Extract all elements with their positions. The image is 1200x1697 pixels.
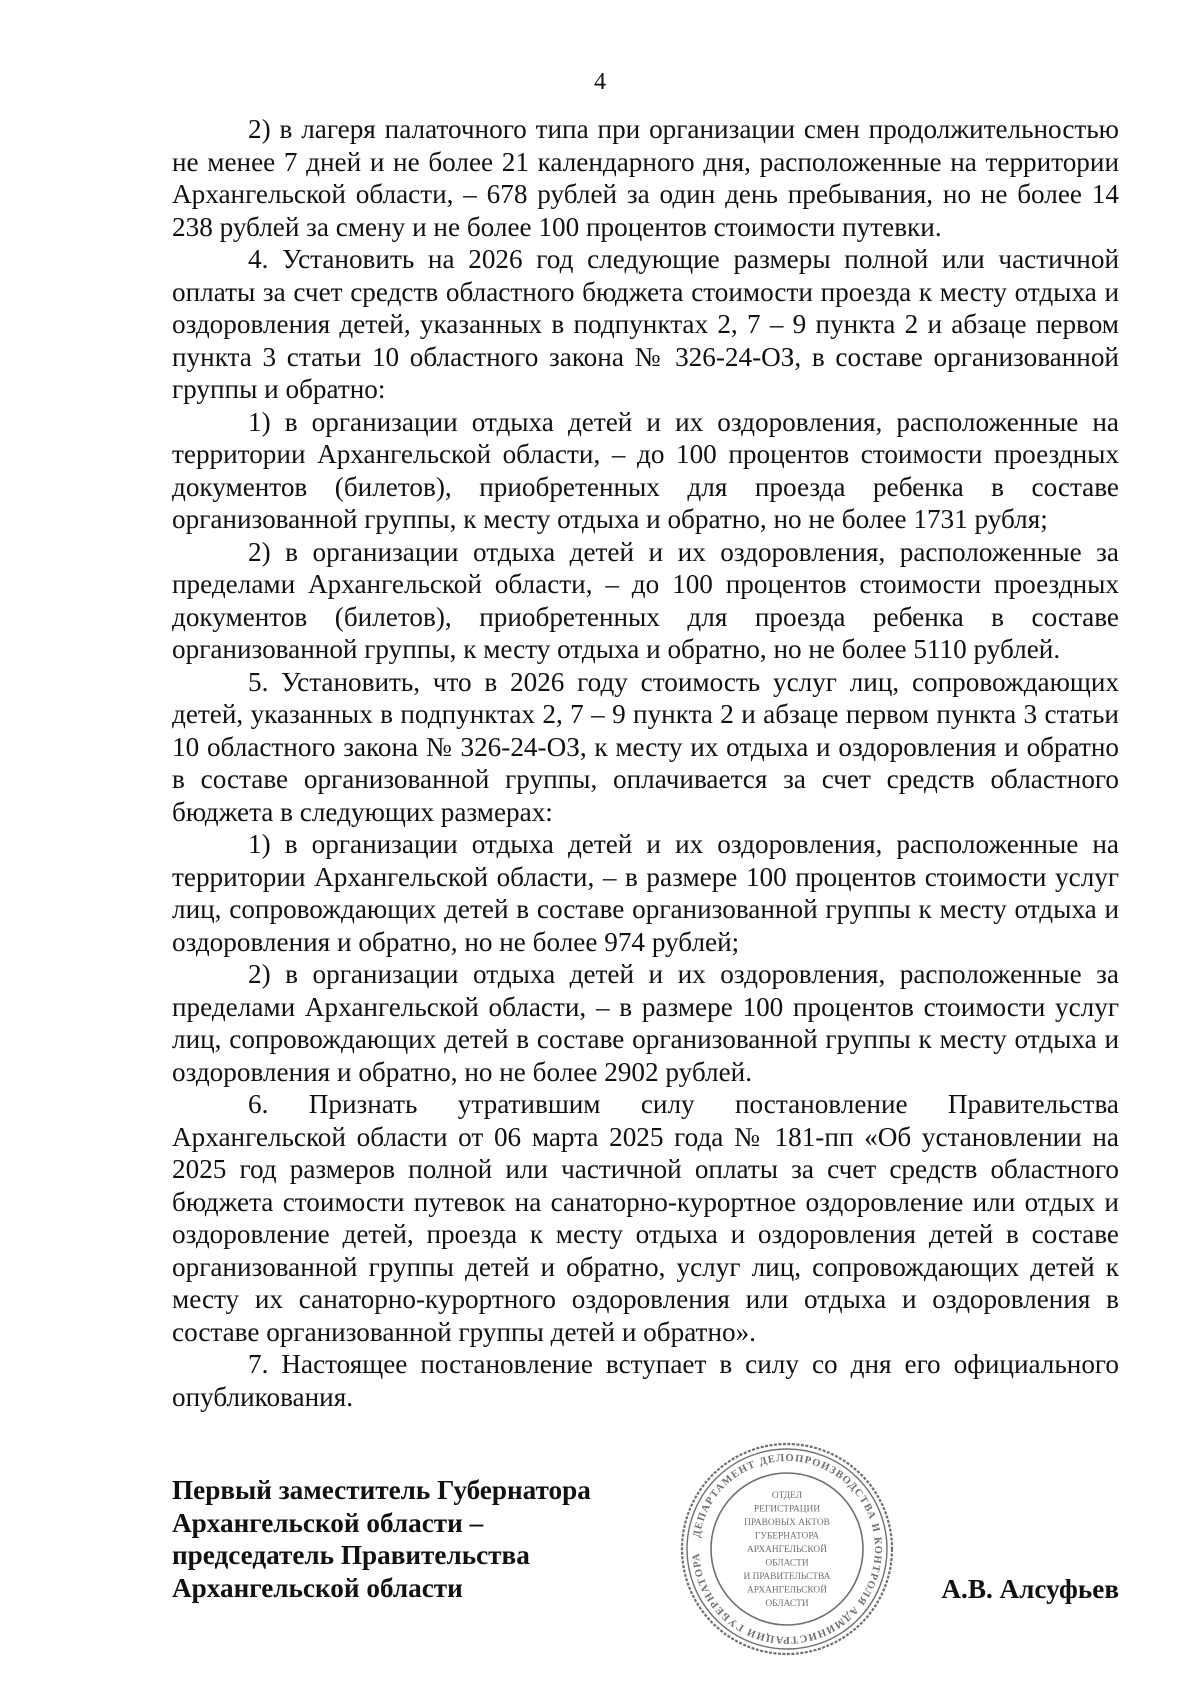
seal-inner-line: ОБЛАСТИ [765, 1558, 809, 1569]
paragraph-section-4: 4. Установить на 2026 год следующие размеры полной или частичной оплаты за счет средств областного бюджета стоимости проезда к месту отдыха и оздоровления детей, указанных в подпунктах 2, 7 – 9 пункта 2 и абзаце первом пункта 3 статьи 10 областного закона № 326-24-ОЗ, в составе организованной группы и обратно: [172, 244, 1119, 404]
seal-inner-line: ПРАВОВЫХ АКТОВ [744, 1518, 830, 1528]
paragraph-section-5-item-1: 1) в организации отдыха детей и их оздоровления, расположенные на территории Архангельской области, – в размере 100 процентов стоимости услуг лиц, сопровождающих детей в составе организованной группы к месту отдыха и оздоровления и обратно, но не более 974 рублей; [172, 829, 1119, 957]
seal-inner-line: ОТДЕЛ [771, 1491, 803, 1501]
seal-inner-line: АРХАНГЕЛЬСКОЙ [747, 1545, 827, 1555]
seal-inner-line: АРХАНГЕЛЬСКОЙ [747, 1585, 827, 1596]
signer-title-line: Архангельской области – [172, 1507, 484, 1538]
paragraph-section-5-item-2: 2) в организации отдыха детей и их оздоровления, расположенные за пределами Архангельской области, – в размере 100 процентов стоимости услуг лиц, сопровождающих детей в составе организованной группы к месту отдыха и оздоровления и обратно, но не более 2902 рублей. [172, 959, 1119, 1087]
paragraph-section-5: 5. Установить, что в 2026 году стоимость услуг лиц, сопровождающих детей, указанных в подпунктах 2, 7 – 9 пункта 2 и абзаце первом пункта 3 статьи 10 областного закона № 326-24-ОЗ, к месту их отдыха и оздоровления и обратно в составе организованной группы, оплачивается за счет средств областного бюджета в следующих размерах: [172, 666, 1119, 827]
signer-title-line: председатель Правительства [172, 1540, 530, 1570]
paragraph-section-4-item-2: 2) в организации отдыха детей и их оздоровления, расположенные за пределами Архангельской области, – до 100 процентов стоимости проездных документов (билетов), приобретенных для проезда ребенка в составе организованной группы, к месту отдыха и обратно, но не более 5110 рублей. [172, 536, 1119, 664]
seal-inner-line: ГУБЕРНАТОРА [754, 1531, 820, 1542]
paragraph-section-6: 6. Признать утратившим силу постановление Правительства Архангельской области от 06 марта 2025 года № 181-пп «Об установлении на 2025 год размеров полной или частичной оплаты за счет средств областного бюджета стоимости путевок на санаторно-курортное оздоровление или отдых и оздоровление детей, проезда к месту отдыха и оздоровления детей в составе организованной группы детей и обратно, услуг лиц, сопровождающих детей к месту их санаторно-курортного оздоровления или отдыха и оздоровления в составе организованной группы детей и обратно». [172, 1089, 1119, 1347]
seal-inner-line: И ПРАВИТЕЛЬСТВА [743, 1572, 831, 1582]
seal-inner-text [744, 1491, 831, 1609]
signature-block [172, 1452, 1119, 1646]
paragraph-item-2: 2) в лагеря палаточного типа при организации смен продолжительностью не менее 7 дней и не более 21 календарного дня, расположенные на территории Архангельской области, – 678 рублей за один день пребывания, но не более 14 238 рублей за смену и не более 100 процентов стоимости путевки. [172, 114, 1119, 242]
seal-inner-line: РЕГИСТРАЦИИ [753, 1504, 821, 1515]
official-seal [678, 1440, 896, 1658]
signer-title-line: Архангельской области [172, 1572, 463, 1603]
paragraph-section-4-item-1: 1) в организации отдыха детей и их оздоровления, расположенные на территории Архангельской области, – до 100 процентов стоимости проездных документов (билетов), приобретенных для проезда ребенка в составе организованной группы, к месту отдыха и обратно, но не более 1731 рубля; [172, 406, 1119, 534]
document-body [172, 113, 1119, 1413]
signer-name: А.В. Алсуфьев [941, 1574, 1119, 1604]
signer-title-line: Первый заместитель Губернатора [172, 1475, 591, 1505]
seal-outer-text: ДЕПАРТАМЕНТ ДЕЛОПРОИЗВОДСТВА И КОНТРОЛЯ АДМИНИСТРАЦИИ ГУБЕРНАТОРА [690, 1452, 884, 1646]
signer-title [172, 1474, 591, 1604]
paragraph-section-7: 7. Настоящее постановление вступает в силу со дня его официального опубликования. [172, 1349, 1119, 1412]
seal-inner-line: ОБЛАСТИ [765, 1599, 809, 1609]
page-number: 4 [594, 69, 606, 95]
